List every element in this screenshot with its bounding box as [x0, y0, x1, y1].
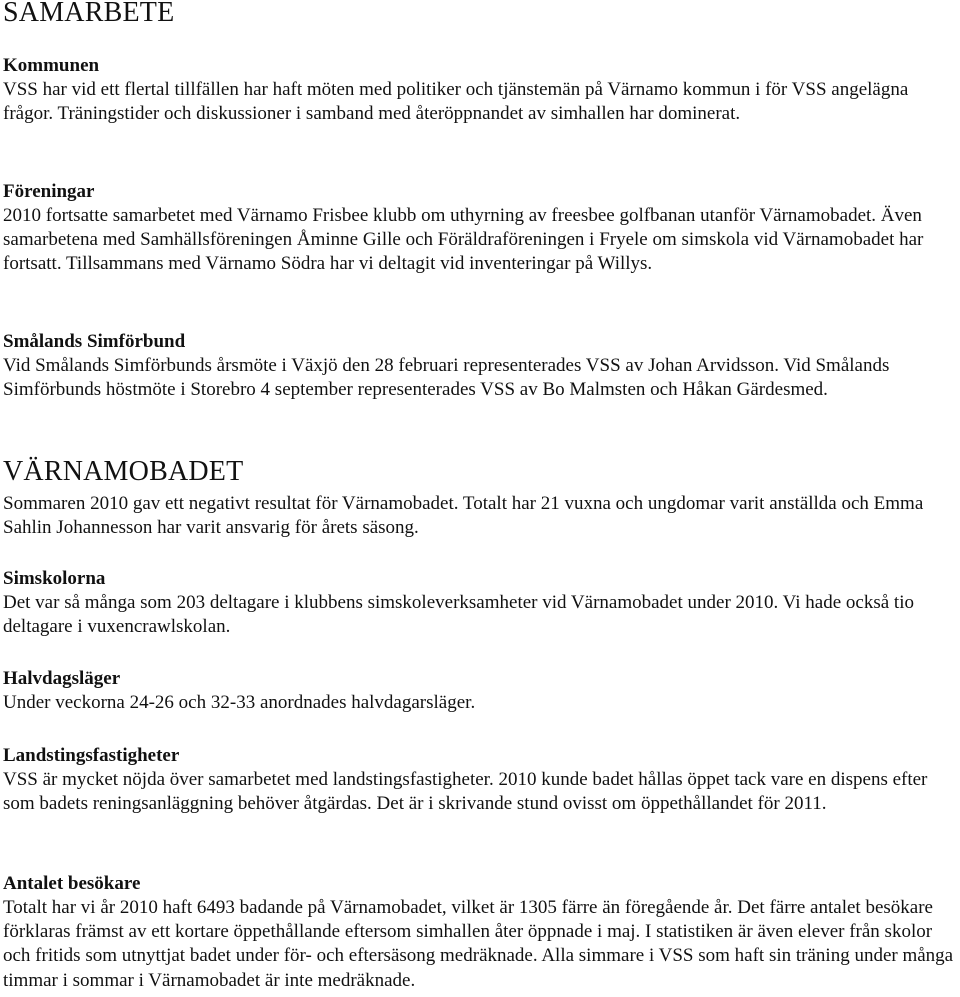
subsection-landstingsfastigheter [3, 744, 958, 816]
paragraph-varnamobadet-intro: Sommaren 2010 gav ett negativt resultat för Värnamobadet. Totalt har 21 vuxna och ungdomar varit anställda och Emma Sahlin Johannesson har varit ansvarig för årets säsong. [3, 493, 924, 539]
subsection-foreningar [3, 180, 953, 277]
paragraph-simskolorna: Det var så många som 203 deltagare i klubbens simskoleverksamheter vid Värnamobadet under 2010. Vi hade också tio deltagare i vuxencrawlskolan. [3, 592, 914, 638]
subsection-title-antalet-besokare: Antalet besökare [3, 873, 141, 894]
paragraph-foreningar: 2010 fortsatte samarbetet med Värnamo Frisbee klubb om uthyrning av freesbee golfbanan utanför Värnamobadet. Även samarbetena med Samhällsföreningen Åminne Gille och Föräldraföreningen i Fryele om simskola vid Värnamobadet har fortsatt. Tillsammans med Värnamo Södra har vi deltagit vid inventeringar på Willys. [3, 205, 924, 275]
subsection-simskolorna [3, 567, 953, 639]
paragraph-smalands-simforbund: Vid Smålands Simförbunds årsmöte i Växjö den 28 februari representerades VSS av Johan Arvidsson. Vid Smålands Simförbunds höstmöte i Storebro 4 september representerades VSS av Bo Malmsten och Håkan Gärdesmed. [3, 355, 890, 401]
subsection-title-foreningar: Föreningar [3, 181, 95, 202]
subsection-title-halvdagslager: Halvdagsläger [3, 668, 121, 689]
paragraph-landstingsfastigheter: VSS är mycket nöjda över samarbetet med landstingsfastigheter. 2010 kunde badet hållas öppet tack vare en dispens efter som badets reningsanläggning behöver åtgärdas. Det är i skrivande stund ovisst om öppethållandet för 2011. [3, 769, 928, 815]
section-heading-varnamobadet: VÄRNAMOBADET [3, 456, 244, 487]
subsection-title-kommunen: Kommunen [3, 55, 100, 76]
subsection-halvdagslager [3, 667, 953, 715]
subsection-title-landstingsfastigheter: Landstingsfastigheter [3, 745, 180, 766]
subsection-smalands-simforbund [3, 330, 953, 402]
paragraph-kommunen: VSS har vid ett flertal tillfällen har haft möten med politiker och tjänstemän på Värnamo kommun i för VSS angelägna frågor. Träningstider och diskussioner i samband med återöppnandet av simhallen har dominerat. [3, 79, 909, 125]
subsection-title-smalands-simforbund: Smålands Simförbund [3, 331, 186, 352]
subsection-antalet-besokare [3, 872, 958, 993]
paragraph-antalet-besokare: Totalt har vi år 2010 haft 6493 badande på Värnamobadet, vilket är 1305 färre än föregående år. Det färre antalet besökare förklaras främst av ett kortare öppethållande eftersom simhallen åter öppnade i maj. I statistiken är även elever från skolor och fritids som utnyttjat badet under för- och eftersäsong medräknade. Alla simmare i VSS som haft sin träning under många timmar i sommar i Värnamobadet är inte medräknade. [3, 897, 954, 991]
section-heading-samarbete: SAMARBETE [3, 0, 175, 28]
subsection-title-simskolorna: Simskolorna [3, 568, 106, 589]
subsection-kommunen [3, 54, 953, 126]
paragraph-halvdagslager: Under veckorna 24-26 och 32-33 anordnades halvdagarsläger. [3, 692, 476, 713]
varnamobadet-intro [3, 492, 953, 540]
